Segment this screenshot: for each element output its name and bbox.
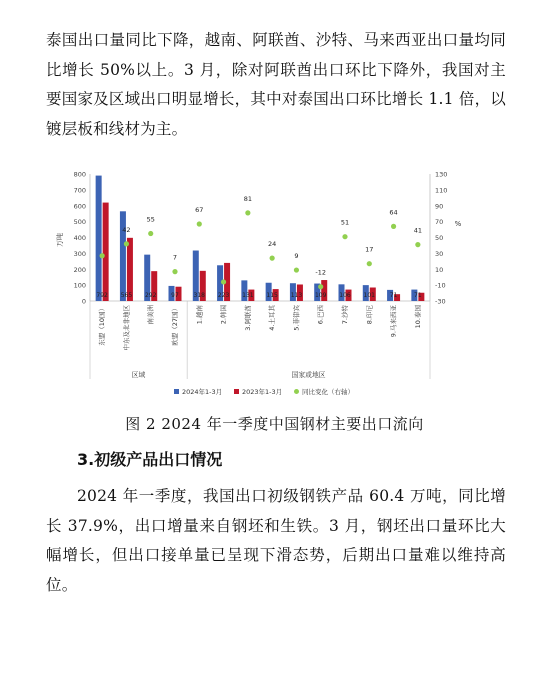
bar-2023 — [103, 203, 109, 301]
left-tick-label: 600 — [73, 202, 86, 211]
yoy-point-label: -12 — [315, 268, 327, 277]
bar-2024 — [120, 211, 126, 301]
yoy-point — [415, 242, 420, 247]
bar-value-label: 131 — [242, 292, 254, 299]
left-tick-label: 100 — [73, 281, 86, 290]
yoy-point — [221, 279, 226, 284]
yoy-point — [294, 267, 299, 272]
yoy-point — [148, 231, 153, 236]
category-label: 中东及北非地区 — [122, 305, 131, 351]
yoy-point-label: 9 — [294, 252, 299, 261]
category-label: 东盟（10国） — [98, 305, 107, 346]
yoy-point — [270, 256, 275, 261]
yoy-point-label: 24 — [268, 240, 277, 249]
yoy-point — [342, 234, 347, 239]
yoy-point-label: 81 — [243, 194, 252, 203]
bar-value-label: 113 — [290, 292, 303, 299]
bar-value-label: 223 — [217, 292, 230, 299]
category-label: 2.韩国 — [219, 305, 228, 325]
yoy-point — [124, 241, 129, 246]
bar-value-label: 101 — [363, 292, 376, 299]
right-tick-label: 130 — [435, 170, 448, 179]
yoy-point — [318, 284, 323, 289]
legend-label: 同比变化（右轴） — [302, 388, 354, 396]
right-tick-label: 10 — [435, 265, 444, 274]
yoy-point-label: 51 — [340, 218, 350, 227]
category-label: 3.阿联酋 — [243, 305, 252, 331]
group-label: 区域 — [131, 371, 146, 379]
yoy-point — [367, 261, 372, 266]
chart-legend — [174, 387, 354, 396]
bar-value-label: 115 — [266, 292, 278, 299]
bar-value-label: 106 — [339, 292, 351, 299]
yoy-point — [391, 224, 396, 229]
left-axis-label: 万吨 — [56, 233, 64, 247]
chart-category-labels — [90, 301, 430, 379]
category-label: 10.泰国 — [413, 305, 422, 329]
category-label: 6.巴西 — [316, 305, 325, 325]
left-tick-label: 400 — [73, 234, 86, 242]
category-label: 欧盟（27国） — [171, 305, 179, 346]
bar-value-label: 97 — [171, 292, 179, 299]
export-chart — [54, 164, 474, 404]
category-label: 4.土耳其 — [268, 305, 277, 331]
left-tick-label: 300 — [73, 249, 86, 258]
right-tick-label: 50 — [435, 234, 444, 242]
legend-swatch — [234, 389, 239, 394]
category-label: 1.越南 — [195, 305, 204, 325]
bar-2024 — [96, 176, 102, 301]
yoy-point-label: 42 — [122, 225, 131, 234]
left-tick-label: 0 — [81, 297, 86, 306]
left-tick-label: 200 — [73, 265, 86, 274]
legend-label: 2023年1-3月 — [242, 388, 283, 396]
right-tick-label: 70 — [435, 218, 444, 227]
bar-value-label: 109 — [314, 292, 327, 299]
right-tick-label: 110 — [435, 186, 448, 195]
yoy-point-label: 64 — [389, 208, 398, 217]
yoy-point-label: 41 — [413, 226, 422, 235]
left-tick-label: 700 — [73, 186, 86, 195]
legend-label: 2024年1-3月 — [182, 388, 223, 396]
left-tick-label: 500 — [73, 218, 86, 227]
bar-value-label: 565 — [120, 292, 133, 299]
legend-swatch — [174, 389, 179, 394]
chart-axes — [55, 171, 462, 306]
yoy-point — [197, 221, 202, 226]
bar-value-label: 318 — [193, 292, 206, 299]
right-tick-label: -10 — [435, 281, 446, 290]
yoy-point-label: 7 — [172, 253, 178, 262]
body-paragraph-1: 泰国出口量同比下降，越南、阿联酋、沙特、马来西亚出口量均同比增长 50%以上。3 月，除对阿联酋出口环比下降外，我国对主要国家及区域出口明显增长，其中对泰国出口环比增长 1.1 倍，以镀层板和线材为主。 — [46, 31, 506, 138]
chart-bars — [96, 176, 425, 301]
yoy-point-label: 17 — [365, 245, 374, 254]
yoy-point — [172, 269, 177, 274]
category-label: 5.菲律宾 — [292, 305, 301, 331]
yoy-point — [245, 210, 250, 215]
bar-value-label: 792 — [96, 292, 108, 299]
yoy-point-label: 55 — [146, 215, 155, 224]
category-label: 9.马来西亚 — [389, 305, 398, 338]
group-label: 国家或地区 — [291, 371, 326, 379]
body-paragraph-2: 2024 年一季度，我国出口初级钢铁产品 60.4 万吨，同比增长 37.9%，出口增量来自钢坯和生铁。3 月，钢坯出口量环比大幅增长，但出口接单量已呈现下滑态势，后期出口量难以维持高位。 — [46, 487, 506, 594]
category-label: 7.沙特 — [341, 305, 349, 325]
category-label: 8.印尼 — [365, 305, 374, 325]
category-label: 南美洲 — [146, 305, 155, 325]
yoy-point-label: 67 — [195, 206, 204, 215]
left-tick-label: 800 — [73, 170, 86, 179]
bar-value-label: 71 — [414, 292, 422, 299]
right-tick-label: 90 — [435, 202, 444, 211]
right-tick-label: -30 — [435, 297, 446, 306]
legend-swatch — [294, 389, 299, 394]
bar-value-label: 71 — [389, 292, 398, 299]
yoy-point — [100, 253, 105, 258]
figure-caption: 图 2 2024 年一季度中国钢材主要出口流向 — [125, 415, 424, 433]
bar-value-label: 292 — [144, 292, 157, 299]
right-tick-label: 30 — [435, 249, 444, 258]
section-heading: 3.初级产品出口情况 — [77, 450, 223, 469]
right-axis-label: % — [454, 220, 462, 228]
